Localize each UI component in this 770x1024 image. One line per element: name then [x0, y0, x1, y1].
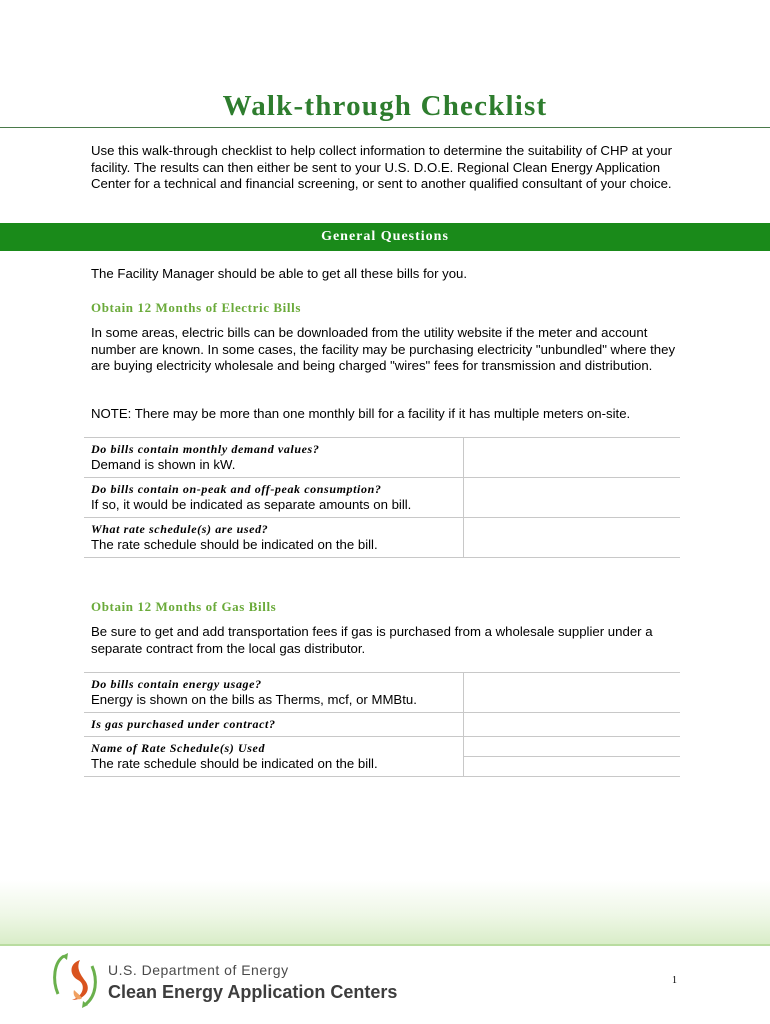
response-field[interactable]	[464, 518, 680, 557]
question-text: Do bills contain energy usage?	[91, 677, 262, 691]
question-cell	[84, 518, 464, 557]
table-row	[84, 518, 680, 558]
response-field[interactable]	[464, 438, 680, 477]
table-row	[84, 713, 680, 737]
response-field[interactable]	[464, 673, 680, 712]
table-row	[84, 478, 680, 518]
footer-gradient	[0, 880, 770, 944]
intro-paragraph: Use this walk-through checklist to help collect information to determine the suitability of CHP at your facility. The results can then either be sent to your U.S. D.O.E. Regional Clean Energy Application Center for a technical and financial screening, or sent to another qualified consultant of your choice.	[91, 143, 673, 191]
answer-hint: The rate schedule should be indicated on the bill.	[91, 537, 378, 552]
electric-bills-heading: Obtain 12 Months of Electric Bills	[91, 300, 301, 315]
response-field[interactable]	[464, 713, 680, 736]
electric-bills-paragraph: In some areas, electric bills can be downloaded from the utility website if the meter and account number are known. In some cases, the facility may be purchasing electricity "unbundled" where they are buying electricity wholesale and being charged "wires" fees for transmission and distribution.	[91, 325, 676, 373]
question-text: What rate schedule(s) are used?	[91, 522, 269, 536]
multiple-meters-note: NOTE: There may be more than one monthly bill for a facility if it has multiple meters on-site.	[91, 406, 631, 421]
question-cell	[84, 673, 464, 712]
table-row	[84, 438, 680, 478]
table-row	[84, 737, 680, 777]
response-subfield[interactable]	[464, 737, 680, 757]
question-cell	[84, 713, 464, 736]
page-number: 1	[672, 975, 677, 986]
question-text: Do bills contain monthly demand values?	[91, 442, 320, 456]
page-title: Walk-through Checklist	[222, 90, 548, 122]
question-cell	[84, 478, 464, 517]
response-subfield[interactable]	[464, 757, 680, 776]
response-field[interactable]	[464, 478, 680, 517]
ceac-wordmark: Clean Energy Application Centers	[108, 982, 398, 1002]
response-field[interactable]	[464, 737, 680, 776]
gas-bills-heading: Obtain 12 Months of Gas Bills	[91, 599, 277, 614]
question-cell	[84, 737, 464, 776]
title-divider	[0, 127, 770, 128]
answer-hint: The rate schedule should be indicated on the bill.	[91, 756, 378, 771]
section-header-general-questions: General Questions	[0, 223, 770, 251]
question-text: Name of Rate Schedule(s) Used	[91, 741, 266, 755]
question-text: Is gas purchased under contract?	[91, 717, 276, 731]
footer-divider	[0, 944, 770, 946]
electric-questions-table	[84, 437, 680, 558]
question-text: Do bills contain on-peak and off-peak consumption?	[91, 482, 382, 496]
table-row	[84, 673, 680, 713]
answer-hint: Demand is shown in kW.	[91, 457, 236, 472]
answer-hint: If so, it would be indicated as separate amounts on bill.	[91, 497, 412, 512]
gas-bills-paragraph: Be sure to get and add transportation fees if gas is purchased from a wholesale supplier under a separate contract from the local gas distributor.	[91, 624, 653, 656]
question-cell	[84, 438, 464, 477]
answer-hint: Energy is shown on the bills as Therms, mcf, or MMBtu.	[91, 692, 417, 707]
facility-note: The Facility Manager should be able to get all these bills for you.	[91, 266, 468, 281]
doe-ceac-logo-icon	[50, 950, 102, 1010]
gas-questions-table	[84, 672, 680, 777]
doe-wordmark: U.S. Department of Energy	[108, 962, 289, 978]
